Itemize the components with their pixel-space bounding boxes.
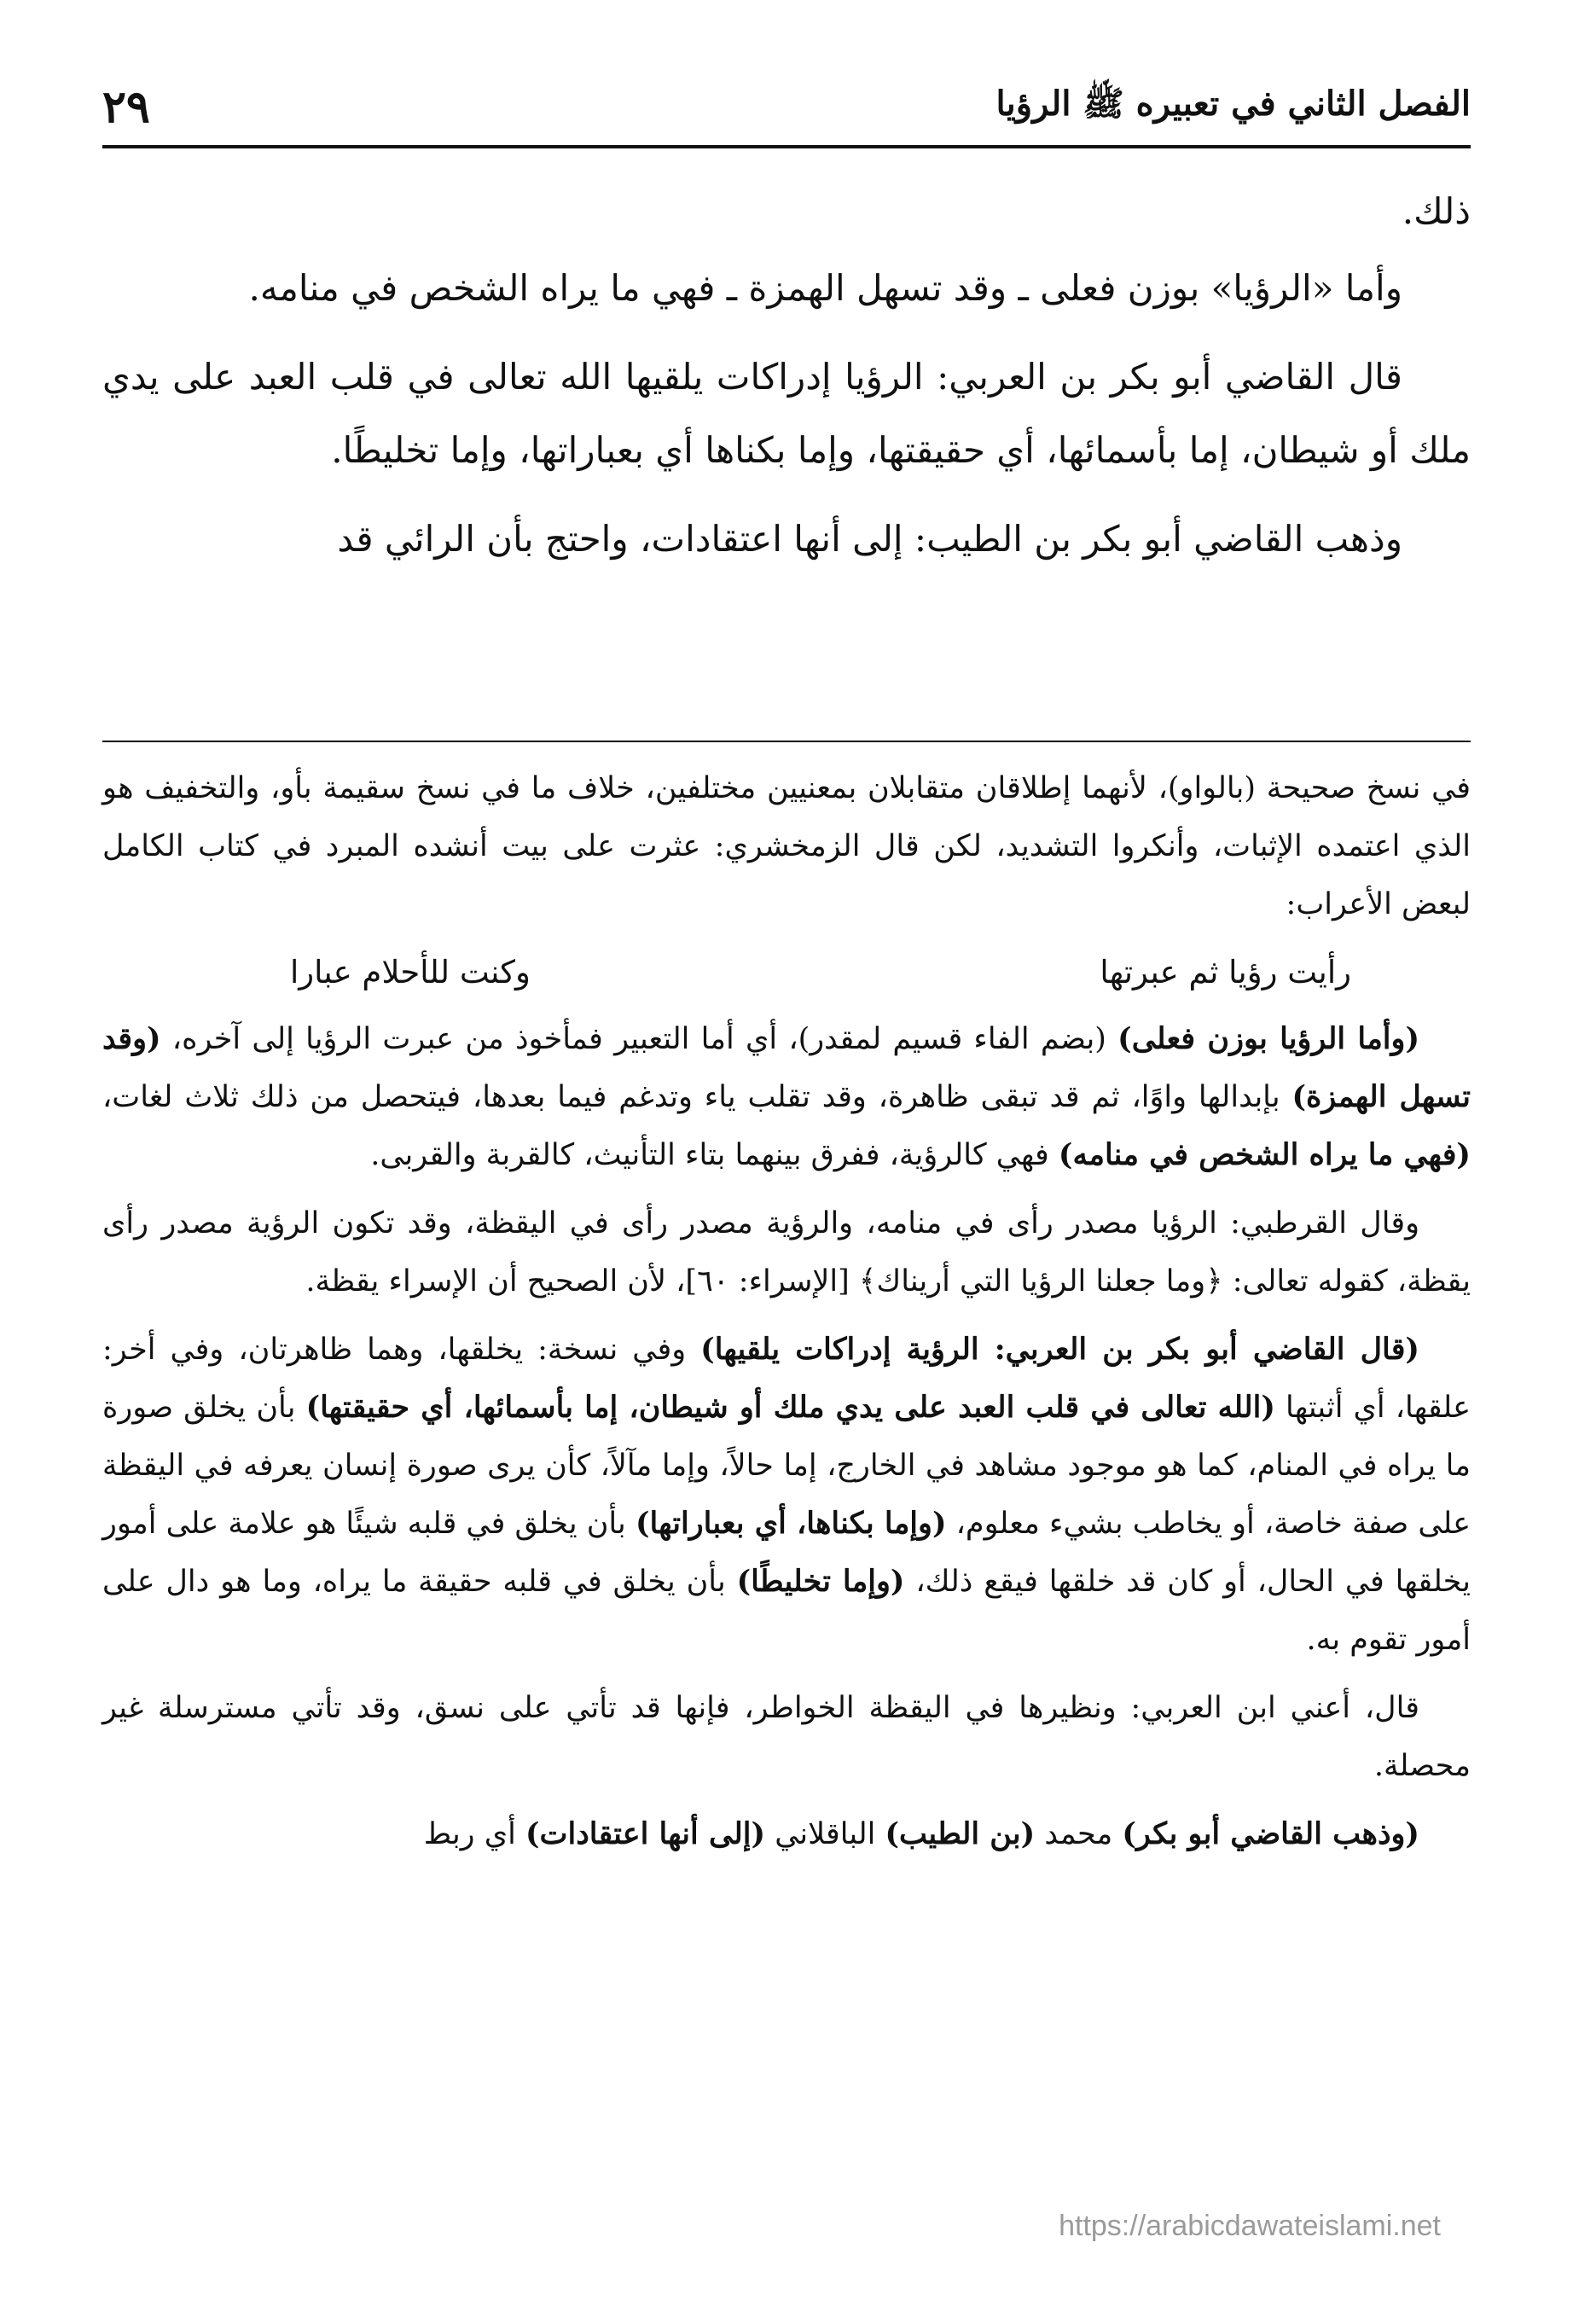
commentary-paragraph [102,1805,1471,1863]
page-header [102,81,1471,141]
commentary-text-run: فهي كالرؤية، ففرق بينهما بتاء التأنيث، كالقربة والقربى. [370,1138,1059,1172]
main-paragraph: ذلك. [1402,190,1471,232]
commentary-text-run: بأن يخلق صورة ما يراه في المنام، كما هو موجود مشاهد في الخارج، إما حالاً، وإما مآلاً، كأن يرى صورة إنسان يعرفه في اليقظة على صفة خاصة، أو يخاطب بشيء معلوم، [102,1391,1471,1541]
quoted-matn: (وإما تخليطًا) [736,1564,905,1599]
commentary-text-run: محمد [1035,1817,1123,1851]
quoted-matn: (وإما بكناها، أي بعباراتها) [635,1506,947,1541]
commentary-paragraph [102,1321,1471,1669]
commentary-paragraph [102,1010,1471,1184]
commentary-text-run: أي ربط [423,1817,525,1851]
quoted-matn: (قال القاضي أبو بكر بن العربي: الرؤية إدراكات يلقيها) [700,1332,1419,1367]
footnote-divider [102,741,1471,742]
commentary-text-run: الباقلاني [765,1817,885,1851]
poem-hemistich-left: وكنت للأحلام عبارا [290,954,531,991]
main-text [102,175,1471,591]
poem-verse [102,944,1471,1002]
main-paragraph: قال القاضي أبو بكر بن العربي: الرؤيا إدراكات يلقيها الله تعالى في قلب العبد على يدي ملك أو شيطان، إما بأسمائها، أي حقيقتها، وإما بكناها أي بعباراتها، وإما تخليطًا. [102,356,1471,471]
commentary-text-run: (بضم الفاء قسيم لمقدر)، أي أما التعبير فمأخوذ من عبرت الرؤيا إلى آخره، [160,1022,1118,1056]
commentary-text-run: بأن يخلق في قلبه حقيقة ما يراه، وما هو دال على أمور تقوم به. [102,1565,1471,1657]
quoted-matn: (وقد تسهل الهمزة) [102,1021,1471,1114]
quoted-matn: (إلى أنها اعتقادات) [525,1816,766,1851]
quoted-matn: (فهي ما يراه الشخص في منامه) [1058,1137,1471,1172]
source-watermark: https://arabicdawateislami.net [1059,2210,1441,2242]
quoted-matn: (بن الطيب) [885,1816,1036,1851]
commentary-text-run: بإبدالها واوًا، ثم قد تبقى ظاهرة، وقد تقلب ياء وتدغم فيما بعدها، فيتحصل من ذلك ثلاث لغات، [102,1080,1292,1114]
commentary-text [102,759,1471,1874]
quoted-matn: (الله تعالى في قلب العبد على يدي ملك أو شيطان، إما بأسمائها، أي حقيقتها) [305,1390,1275,1425]
commentary-text-run: بأن يخلق في قلبه شيئًا هو علامة على أمور يخلقها في الحال، أو كان قد خلقها فيقع ذلك، [102,1507,1471,1599]
page-number: ٢٩ [102,81,150,133]
commentary-paragraph: وقال القرطبي: الرؤيا مصدر رأى في منامه، والرؤية مصدر رأى في اليقظة، وقد تكون الرؤية مصدر رأى يقظة، كقوله تعالى: ﴿وما جعلنا الرؤيا التي أريناك﴾ [الإسراء: ٦٠]، لأن الصحيح أن الإسراء يقظة. [102,1206,1471,1299]
quoted-matn: (وذهب القاضي أبو بكر) [1122,1816,1419,1851]
commentary-paragraph: في نسخ صحيحة (بالواو)، لأنهما إطلاقان متقابلان بمعنيين مختلفين، خلاف ما في نسخ سقيمة بأو، والتخفيف هو الذي اعتمده الإثبات، وأنكروا التشديد، لكن قال الزمخشري: عثرت على بيت أنشده المبرد في كتاب الكامل لبعض الأعراب: [102,771,1471,921]
running-title: الفصل الثاني في تعبيره ﷺ الرؤيا [995,84,1471,124]
poem-hemistich-right: رأيت رؤيا ثم عبرتها [1100,954,1351,991]
quoted-matn: (وأما الرؤيا بوزن فعلى) [1117,1021,1419,1056]
main-paragraph: وأما «الرؤيا» بوزن فعلى ـ وقد تسهل الهمزة ـ فهي ما يراه الشخص في منامه. [248,267,1402,309]
main-paragraph: وذهب القاضي أبو بكر بن الطيب: إلى أنها اعتقادات، واحتج بأن الرائي قد [337,518,1402,560]
commentary-paragraph: قال، أعني ابن العربي: ونظيرها في اليقظة الخواطر، فإنها قد تأتي على نسق، وقد تأتي مسترسلة غير محصلة. [102,1691,1471,1783]
header-rule [102,145,1471,148]
commentary-text-run: وفي نسخة: يخلقها، وهما ظاهرتان، وفي أخر: علقها، أي أثبتها [102,1333,1471,1425]
